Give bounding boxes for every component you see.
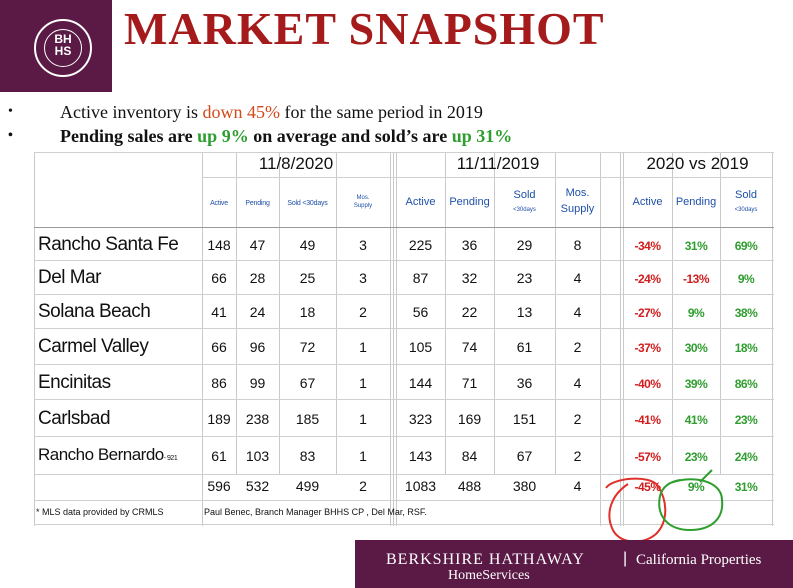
area-name	[38, 336, 148, 358]
subheader-compare-active: Active	[632, 196, 663, 208]
change-percent: 41%	[684, 412, 708, 427]
prior-value: 36	[461, 236, 478, 253]
current-value: 238	[245, 410, 270, 427]
current-value: 66	[211, 339, 227, 355]
area-label: Del Mar	[38, 267, 102, 288]
area-name	[38, 267, 101, 289]
current-value: 72	[299, 339, 316, 355]
area-zip: - 921	[163, 455, 178, 462]
total-current-value: 532	[245, 478, 270, 494]
change-percent: 18%	[734, 341, 758, 355]
prior-value: 105	[408, 339, 433, 355]
current-value: 96	[249, 339, 266, 355]
change-percent: 39%	[684, 376, 708, 391]
area-label: Rancho Santa Fe	[38, 233, 179, 255]
current-value: 189	[207, 410, 231, 427]
prior-value: 2	[573, 410, 582, 427]
change-percent: -57%	[634, 450, 661, 464]
total-current-value: 596	[207, 478, 231, 494]
prior-value: 61	[516, 339, 533, 355]
current-value: 18	[299, 304, 316, 320]
prior-value: 4	[573, 304, 582, 320]
total-prior-value: 4	[573, 478, 582, 494]
prior-value: 71	[461, 374, 478, 391]
prior-value: 74	[461, 339, 478, 355]
subheader-compare-sold-days: <30days	[734, 207, 758, 213]
area-name	[38, 301, 150, 323]
area-label: Rancho Bernardo	[38, 445, 164, 464]
current-value: 3	[359, 270, 367, 286]
bullet-dot-icon: •	[8, 104, 13, 119]
total-change-percent: 9%	[687, 480, 705, 494]
current-value: 83	[299, 448, 316, 464]
area-label: Solana Beach	[38, 301, 151, 322]
current-value: 61	[211, 448, 227, 464]
area-name	[38, 372, 111, 394]
total-current-value: 499	[295, 478, 320, 494]
subheader-prior-mos: Mos.	[565, 187, 590, 199]
change-percent: 69%	[734, 238, 758, 253]
market-table	[34, 152, 774, 526]
subheader-prior-sold-days: <30days	[513, 207, 536, 213]
change-percent: 38%	[734, 306, 758, 320]
subheader-current-active: Active	[210, 200, 228, 207]
header-current-period: 11/8/2020	[258, 154, 334, 173]
current-value: 86	[211, 374, 227, 391]
current-value: 1	[359, 448, 367, 464]
header-comparison: 2020 vs 2019	[646, 154, 749, 173]
subheader-current-sold: Sold <30days	[287, 200, 328, 207]
brand-footer	[355, 540, 793, 588]
footer-homeservices: HomeServices	[448, 568, 530, 583]
current-value: 66	[211, 270, 227, 286]
area-label: Carmel Valley	[38, 336, 149, 357]
header-prior-period: 11/11/2019	[456, 154, 540, 173]
area-label: Carlsbad	[38, 407, 111, 429]
subheader-prior-sold: Sold	[513, 189, 536, 201]
change-percent: -34%	[634, 238, 661, 253]
current-value: 28	[249, 270, 266, 286]
subheader-prior-pending: Pending	[449, 196, 490, 208]
subheader-compare-pending: Pending	[675, 196, 717, 208]
prior-value: 36	[516, 374, 533, 391]
prior-value: 144	[408, 374, 433, 391]
prior-value: 67	[516, 448, 533, 464]
current-value: 24	[249, 304, 266, 320]
change-percent: 9%	[737, 272, 755, 286]
prior-value: 56	[412, 304, 429, 320]
total-current-value: 2	[359, 478, 367, 494]
current-value: 2	[359, 304, 367, 320]
prior-value: 143	[408, 448, 433, 464]
footnote-credit: Paul Benec, Branch Manager BHHS CP , Del Mar, RSF.	[204, 507, 427, 517]
current-value: 148	[207, 236, 231, 253]
footer-region: California Properties	[636, 552, 762, 568]
current-value: 1	[359, 339, 367, 355]
area-name	[38, 234, 178, 256]
current-value: 1	[359, 374, 367, 391]
change-percent: -41%	[634, 412, 661, 427]
change-percent: 24%	[734, 450, 758, 464]
prior-value: 2	[573, 339, 582, 355]
area-label: Encinitas	[38, 371, 111, 393]
logo-monogram: BH HS	[54, 32, 72, 58]
current-value: 103	[245, 448, 270, 464]
footer-brand: BERKSHIRE HATHAWAY	[386, 551, 585, 568]
prior-value: 2	[573, 448, 582, 464]
area-name	[38, 408, 110, 430]
change-percent: 30%	[684, 341, 708, 355]
subheader-prior-active: Active	[405, 196, 436, 208]
prior-value: 4	[573, 270, 582, 286]
change-percent: -27%	[634, 306, 661, 320]
prior-value: 225	[408, 236, 433, 253]
change-percent: -24%	[634, 272, 661, 286]
current-value: 49	[299, 236, 316, 253]
footnote-source: * MLS data provided by CRMLS	[36, 507, 164, 517]
prior-value: 323	[408, 410, 433, 427]
current-value: 185	[295, 410, 320, 427]
subheader-current-supply: Mos. Supply	[353, 195, 373, 209]
prior-value: 29	[516, 236, 533, 253]
prior-value: 151	[512, 410, 537, 427]
change-percent: -40%	[634, 376, 661, 391]
change-percent: -13%	[682, 272, 709, 286]
current-value: 41	[211, 304, 227, 320]
prior-value: 32	[461, 270, 478, 286]
prior-value: 169	[457, 410, 482, 427]
total-change-percent: 31%	[734, 480, 758, 494]
change-percent: 23%	[684, 450, 708, 464]
prior-value: 13	[516, 304, 533, 320]
current-value: 47	[249, 236, 266, 253]
subheader-current-pending: Pending	[245, 200, 270, 207]
page-title: MARKET SNAPSHOT	[124, 3, 605, 54]
prior-value: 4	[573, 374, 582, 391]
prior-value: 23	[516, 270, 533, 286]
subheader-compare-sold: Sold	[734, 189, 758, 201]
prior-value: 22	[461, 304, 478, 320]
current-value: 3	[359, 236, 367, 253]
footer-separator: |	[623, 550, 628, 567]
total-change-percent: -45%	[634, 480, 661, 494]
total-prior-value: 488	[457, 478, 482, 494]
bhhs-logo	[0, 0, 112, 92]
current-value: 99	[249, 374, 266, 391]
change-percent: 31%	[684, 238, 708, 253]
change-percent: -37%	[634, 341, 661, 355]
change-percent: 9%	[687, 306, 705, 320]
current-value: 67	[299, 374, 316, 391]
prior-value: 87	[412, 270, 429, 286]
prior-value: 84	[461, 448, 478, 464]
bullet-dot-icon: •	[8, 128, 13, 143]
subheader-prior-supply: Supply	[560, 203, 595, 215]
change-percent: 86%	[734, 376, 758, 391]
total-prior-value: 380	[512, 478, 537, 494]
current-value: 1	[359, 410, 367, 427]
current-value: 25	[299, 270, 316, 286]
area-name	[38, 445, 177, 465]
prior-value: 8	[573, 236, 582, 253]
total-prior-value: 1083	[404, 478, 437, 494]
change-percent: 23%	[734, 412, 758, 427]
